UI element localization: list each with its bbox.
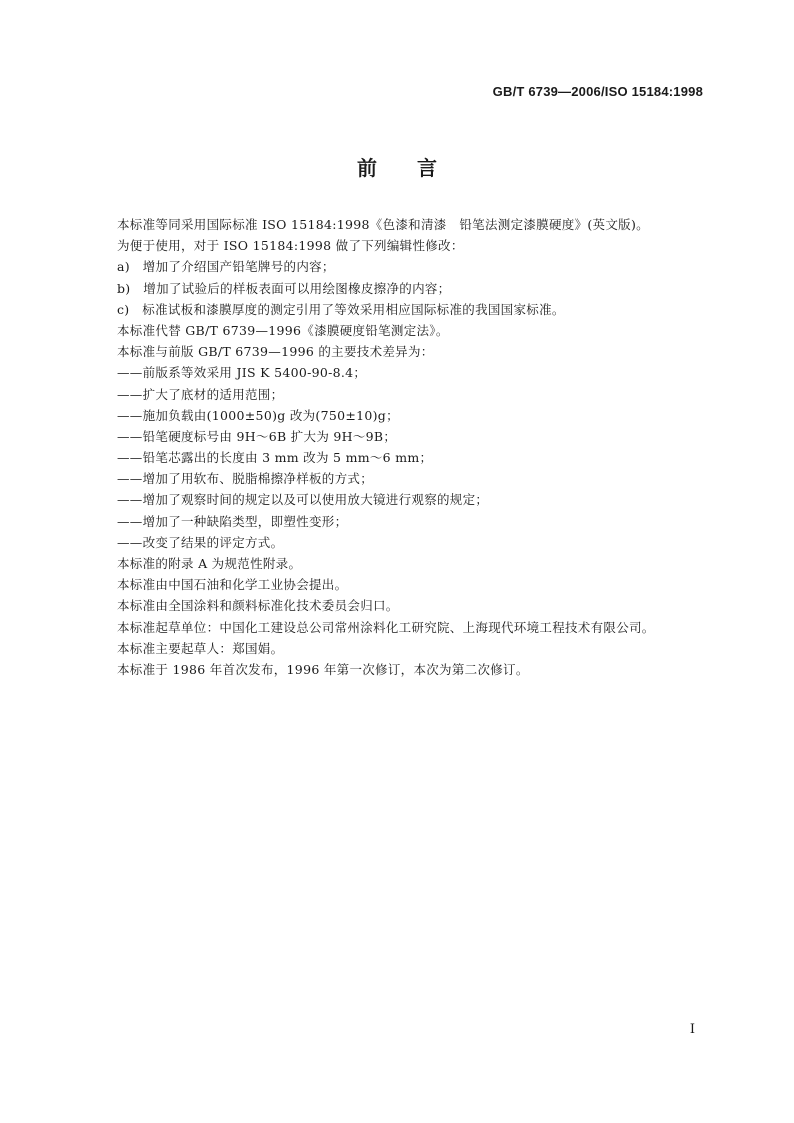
difference-item: ——增加了用软布、脱脂棉擦净样板的方式；: [117, 471, 374, 487]
list-item-c: c) 标准试板和漆膜厚度的测定引用了等效采用相应国际标准的我国国家标准。: [117, 301, 565, 317]
difference-item: ——施加负载由(1000±50)g 改为(750±10)g；: [117, 407, 399, 423]
paragraph-history: 本标准于 1986 年首次发布，1996 年第一次修订，本次为第二次修订。: [117, 661, 529, 677]
paragraph-replaces: 本标准代替 GB/T 6739—1996《漆膜硬度铅笔测定法》。: [117, 322, 449, 338]
difference-item: ——扩大了底材的适用范围；: [117, 386, 284, 402]
paragraph-centralized-by: 本标准由全国涂料和颜料标准化技术委员会归口。: [117, 598, 399, 614]
difference-item: ——前版系等效采用 JIS K 5400-90-8.4；: [117, 365, 367, 381]
paragraph-proposed-by: 本标准由中国石油和化学工业协会提出。: [117, 577, 348, 593]
standard-number-header: GB/T 6739—2006/ISO 15184:1998: [492, 84, 703, 99]
paragraph-drafting-units: 本标准起草单位：中国化工建设总公司常州涂料化工研究院、上海现代环境工程技术有限公司。: [117, 619, 655, 635]
paragraph-annex: 本标准的附录 A 为规范性附录。: [117, 556, 302, 571]
list-item-b: b) 增加了试验后的样板表面可以用绘图橡皮擦净的内容；: [117, 280, 451, 296]
paragraph-drafters: 本标准主要起草人：郑国娟。: [117, 640, 284, 656]
difference-item: ——增加了一种缺陷类型，即塑性变形；: [117, 513, 348, 529]
paragraph-adoption: 本标准等同采用国际标准 ISO 15184:1998《色漆和清漆 铅笔法测定漆膜硬度》(英文版)。: [117, 217, 649, 232]
page-number: I: [689, 1022, 695, 1037]
difference-item: ——增加了观察时间的规定以及可以使用放大镜进行观察的规定；: [117, 492, 489, 508]
difference-item: ——改变了结果的评定方式。: [117, 534, 284, 550]
paragraph-editorial-changes-intro: 为便于使用，对于 ISO 15184:1998 做了下列编辑性修改：: [117, 238, 464, 254]
difference-item: ——铅笔芯露出的长度由 3 mm 改为 5 mm～6 mm；: [117, 450, 433, 466]
paragraph-differences-intro: 本标准与前版 GB/T 6739—1996 的主要技术差异为：: [117, 344, 434, 360]
foreword-body: [117, 214, 717, 680]
difference-item: ——铅笔硬度标号由 9H～6B 扩大为 9H～9B；: [117, 428, 397, 444]
page-title: 前言: [357, 156, 477, 180]
list-item-a: a) 增加了介绍国产铅笔牌号的内容；: [117, 259, 335, 275]
